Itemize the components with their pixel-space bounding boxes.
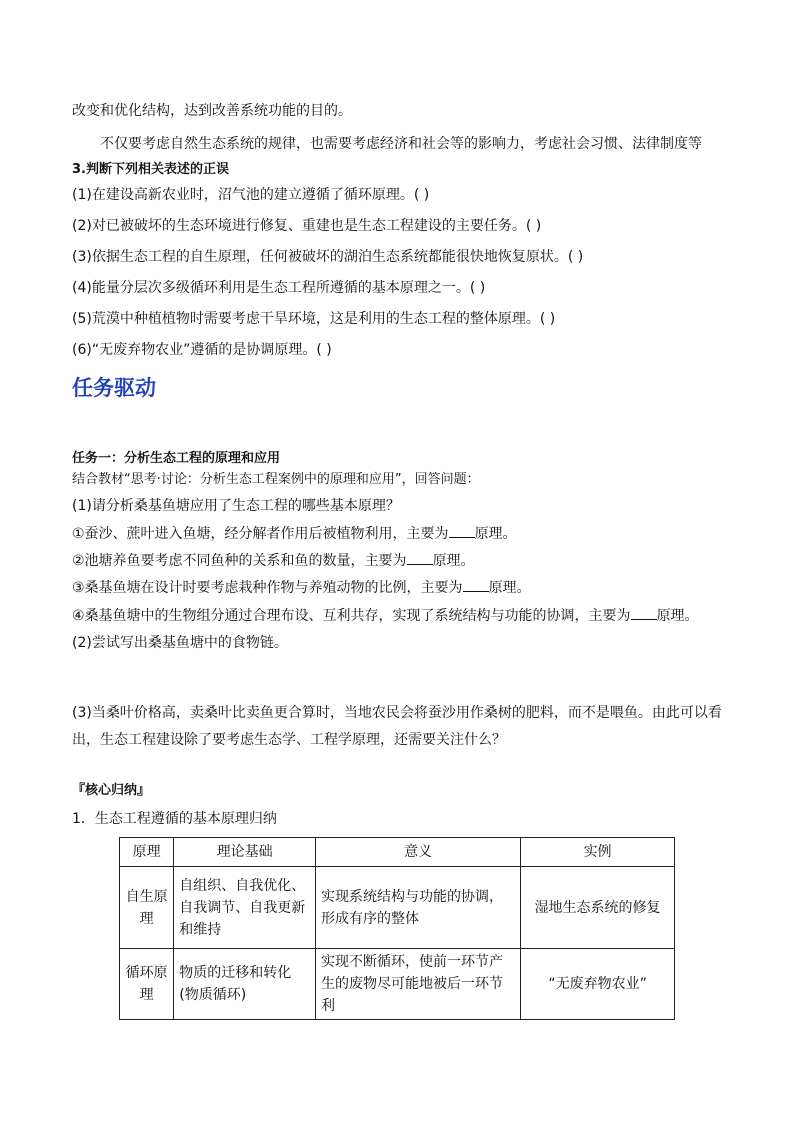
summary-subtitle: 1．生态工程遵循的基本原理归纳	[72, 811, 277, 827]
task1-item-2	[72, 550, 475, 571]
table-row	[120, 867, 675, 949]
judgment-title: 3.判断下列相关表述的正误	[72, 162, 229, 177]
judgment-item-5: (5)荒漠中种植植物时需要考虑干旱环境，这是利用的生态工程的整体原理。( )	[72, 311, 556, 327]
task1-item-3	[72, 577, 531, 598]
table-cell-example: 湿地生态系统的修复	[521, 867, 675, 949]
summary-title: 『核心归纳』	[72, 783, 151, 798]
task1-question-1: (1)请分析桑基鱼塘应用了生态工程的哪些基本原理？	[72, 498, 400, 514]
task1-question-3-line-1: (3)当桑叶价格高，卖桑叶比卖鱼更合算时，当地农民会将蚕沙用作桑树的肥料，而不是喂鱼。由此可以看	[72, 705, 722, 721]
task1-item-4-suffix: 原理。	[656, 608, 699, 624]
intro-line-2: 不仅要考虑自然生态系统的规律，也需要考虑经济和社会等的影响力，考虑社会习惯、法律制度等	[100, 136, 702, 152]
task1-item-3-suffix: 原理。	[488, 580, 531, 596]
table-cell-basis: 自组织、自我优化、自我调节、自我更新和维持	[174, 867, 316, 949]
task1-question-2: (2)尝试写出桑基鱼塘中的食物链。	[72, 635, 288, 651]
judgment-item-2: (2)对已被破坏的生态环境进行修复、重建也是生态工程建设的主要任务。( )	[72, 218, 542, 234]
intro-line-1: 改变和优化结构，达到改善系统功能的目的。	[72, 103, 352, 119]
task1-item-2-text: ②池塘养鱼要考虑不同鱼种的关系和鱼的数量，主要为	[72, 553, 407, 569]
task1-item-1	[72, 523, 517, 544]
task1-item-4	[72, 605, 699, 626]
task1-title: 任务一：分析生态工程的原理和应用	[72, 451, 281, 466]
table-cell-basis: 物质的迁移和转化(物质循环)	[174, 949, 316, 1020]
task1-item-1-suffix: 原理。	[474, 526, 517, 542]
task1-item-2-suffix: 原理。	[432, 553, 475, 569]
judgment-item-1: (1)在建设高新农业时，沼气池的建立遵循了循环原理。( )	[72, 187, 430, 203]
task1-item-1-text: ①蚕沙、蔗叶进入鱼塘，经分解者作用后被植物利用，主要为	[72, 526, 449, 542]
table-cell-meaning: 实现不断循环，使前一环节产生的废物尽可能地被后一环节利	[316, 949, 521, 1020]
table-cell-example: “无废弃物农业”	[521, 949, 675, 1020]
task1-item-4-text: ④桑基鱼塘中的生物组分通过合理布设、互利共存，实现了系统结构与功能的协调，主要为	[72, 608, 631, 624]
table-header-basis: 理论基础	[174, 838, 316, 867]
table-header-row	[120, 838, 675, 867]
answer-blank[interactable]	[631, 605, 657, 620]
table-header-principle: 原理	[120, 838, 174, 867]
judgment-item-6: (6)“无废弃物农业”遵循的是协调原理。( )	[72, 342, 332, 358]
table-header-meaning: 意义	[316, 838, 521, 867]
answer-blank[interactable]	[449, 523, 475, 538]
answer-blank[interactable]	[463, 577, 489, 592]
task1-intro: 结合教材“思考·讨论：分析生态工程案例中的原理和应用”，回答问题：	[72, 472, 480, 487]
table-cell-principle: 循环原理	[120, 949, 174, 1020]
answer-blank[interactable]	[407, 550, 433, 565]
judgment-item-3: (3)依据生态工程的自生原理，任何被破坏的湖泊生态系统都能很快地恢复原状。( )	[72, 249, 584, 265]
table-cell-principle: 自生原理	[120, 867, 174, 949]
task1-question-3-line-2: 出，生态工程建设除了要考虑生态学、工程学原理，还需要关注什么？	[72, 732, 506, 748]
table-cell-meaning: 实现系统结构与功能的协调，形成有序的整体	[316, 867, 521, 949]
table-header-example: 实例	[521, 838, 675, 867]
principles-table	[119, 837, 675, 1020]
task1-item-3-text: ③桑基鱼塘在设计时要考虑栽种作物与养殖动物的比例，主要为	[72, 580, 463, 596]
judgment-item-4: (4)能量分层次多级循环利用是生态工程所遵循的基本原理之一。( )	[72, 280, 486, 296]
section-heading: 任务驱动	[72, 376, 156, 400]
table-row	[120, 949, 675, 1020]
